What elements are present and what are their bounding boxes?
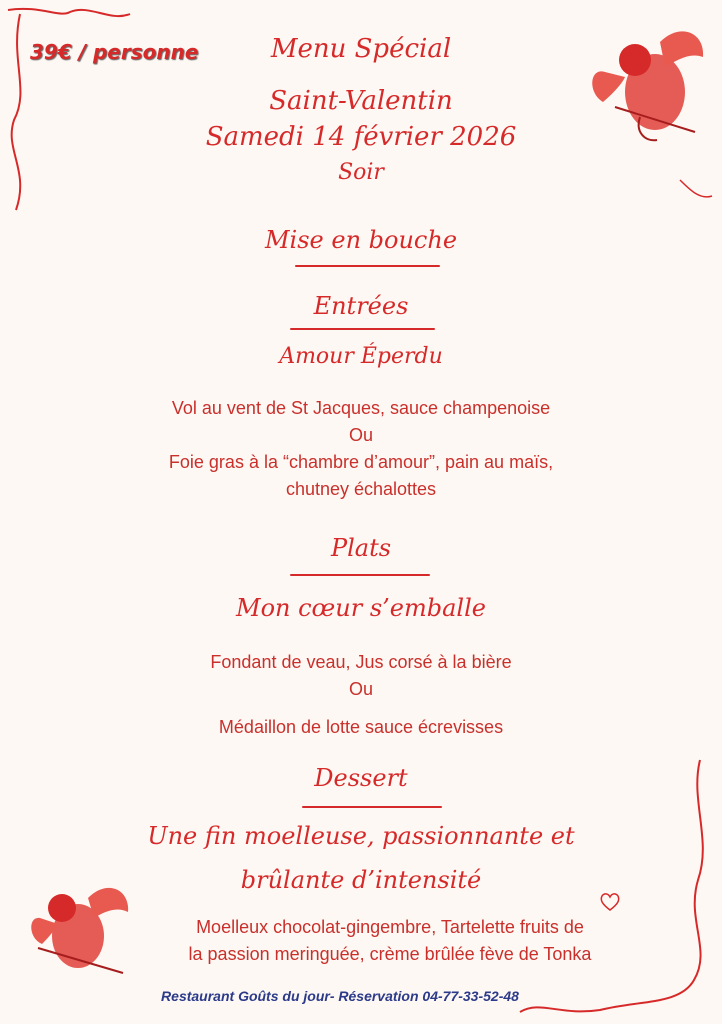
plat-item: Fondant de veau, Jus corsé à la bière bbox=[210, 652, 512, 672]
dessert-subtitle: brûlante d’intensité bbox=[240, 866, 482, 894]
dessert-title: Dessert bbox=[314, 764, 408, 792]
plat-item: Médaillon de lotte sauce écrevisses bbox=[218, 717, 504, 737]
price-label: 39€ / personne bbox=[30, 40, 199, 64]
entree-item: chutney échalottes bbox=[285, 479, 437, 499]
event-title: Saint-Valentin bbox=[269, 86, 453, 116]
plats-title: Plats bbox=[330, 534, 392, 562]
dessert-subtitle: Une fin moelleuse, passionnante et bbox=[147, 822, 575, 850]
entree-item: Foie gras à la “chambre d’amour”, pain au maïs, bbox=[168, 452, 554, 472]
dessert-item: Moelleux chocolat-gingembre, Tartelette fruits de bbox=[196, 917, 584, 937]
amuse-underline bbox=[295, 265, 440, 267]
event-date: Samedi 14 février 2026 bbox=[205, 122, 517, 152]
amuse-bouche-title: Mise en bouche bbox=[264, 226, 458, 254]
entrees-underline bbox=[290, 328, 435, 330]
entree-item: Vol au vent de St Jacques, sauce champenoise bbox=[171, 398, 551, 418]
entrees-subtitle: Amour Éperdu bbox=[279, 344, 443, 369]
event-time: Soir bbox=[338, 160, 384, 185]
entree-or: Ou bbox=[348, 425, 373, 445]
plats-underline bbox=[290, 574, 430, 576]
restaurant-footer: Restaurant Goûts du jour- Réservation 04-77-33-52-48 bbox=[161, 988, 519, 1004]
plats-subtitle: Mon cœur s’emballe bbox=[236, 594, 486, 622]
plat-or: Ou bbox=[348, 679, 373, 699]
cupid-bottom-left-icon bbox=[28, 878, 133, 988]
entrees-title: Entrées bbox=[313, 292, 409, 320]
menu-title: Menu Spécial bbox=[270, 34, 452, 64]
dessert-underline bbox=[302, 806, 442, 808]
dessert-item: la passion meringuée, crème brûlée fève de Tonka bbox=[188, 944, 592, 964]
